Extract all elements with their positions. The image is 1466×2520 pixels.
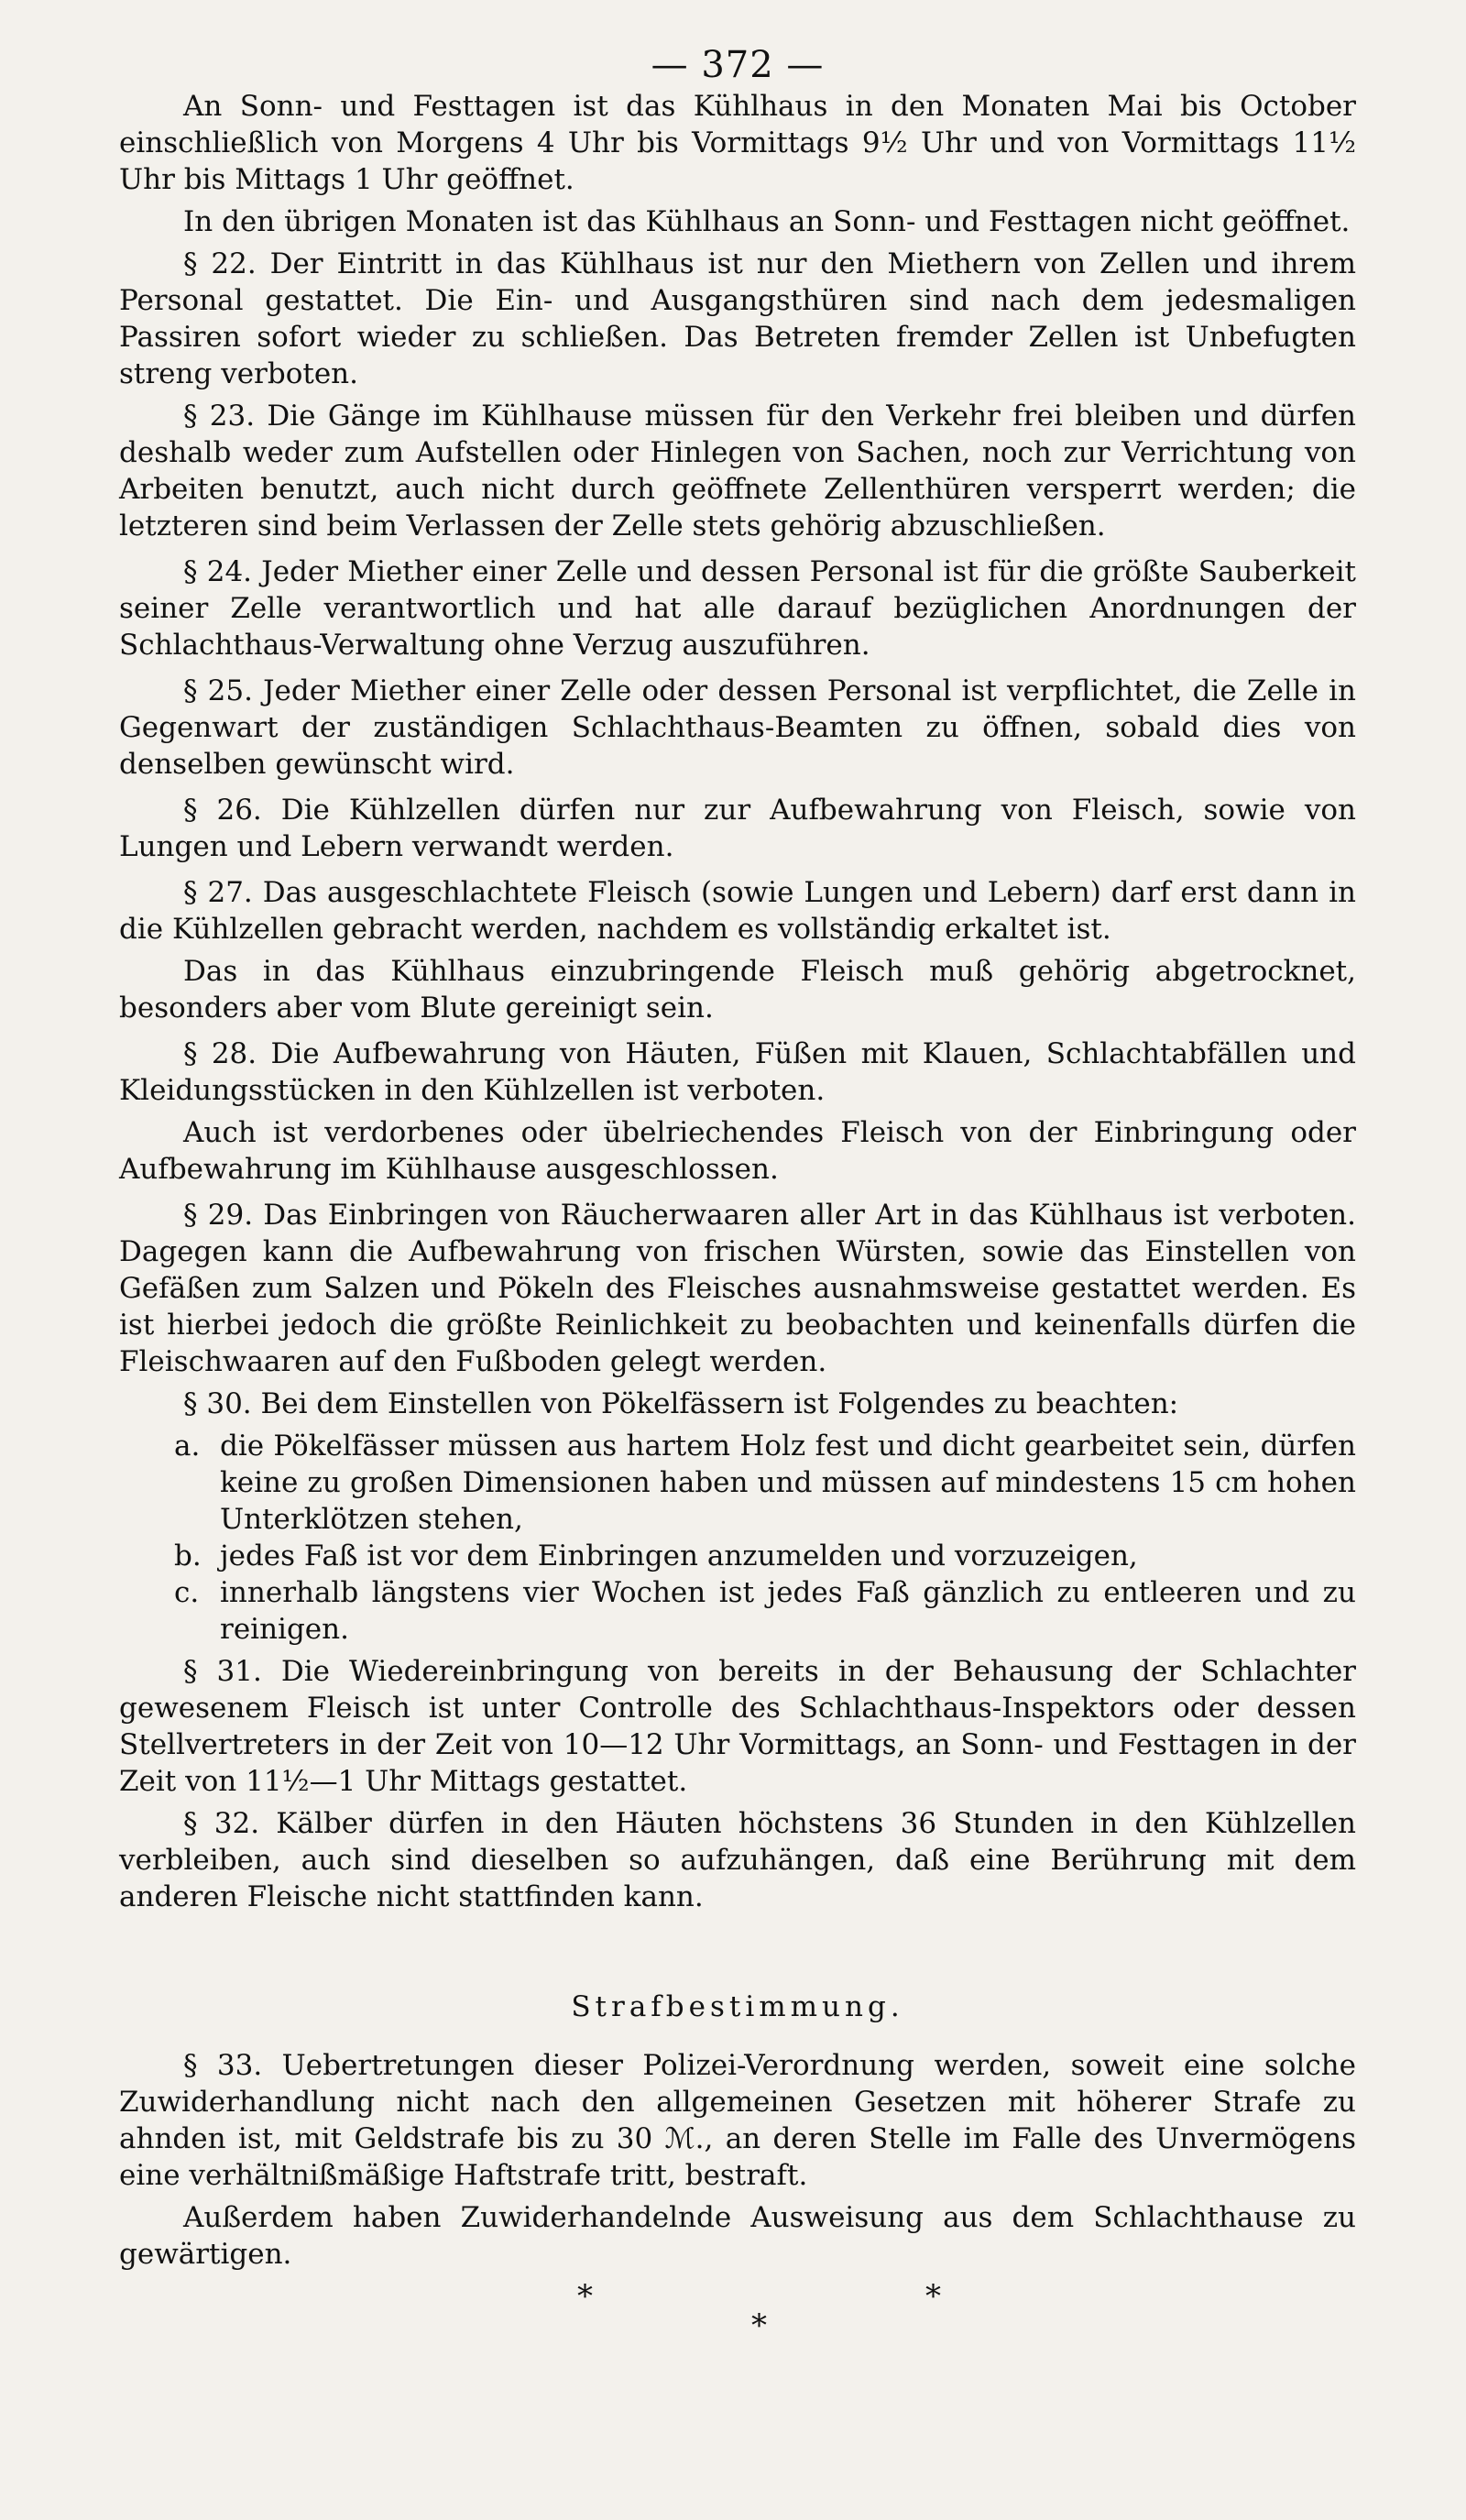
list-item bbox=[119, 1428, 1356, 1538]
section-heading: Strafbestimmung. bbox=[571, 1990, 904, 2023]
list-item bbox=[119, 1538, 1356, 1574]
section-33: § 33. Uebertretungen dieser Polizei-Verordnung werden, soweit eine solche Zuwiderhandlung nicht nach den allgemeinen Gesetzen mit höherer Strafe zu ahnden ist, mit Geldstrafe bis zu 30 ℳ., an deren Stelle im Falle des Unvermögens eine verhältnißmäßige Haftstrafe tritt, bestraft. bbox=[119, 2049, 1356, 2192]
section-28-continued: Auch ist verdorbenes oder übelriechendes Fleisch von der Einbringung oder Aufbewahrung im Kühlhause ausgeschlossen. bbox=[119, 1116, 1356, 1186]
paragraph-opening-hours: An Sonn- und Festtagen ist das Kühlhaus in den Monaten Mai bis October einschließlich von Morgens 4 Uhr bis Vormittags 9½ Uhr und von Vormittags 11½ Uhr bis Mittags 1 Uhr geöffnet. bbox=[119, 90, 1356, 196]
list-item-text: die Pökelfässer müssen aus hartem Holz fest und dicht gearbeitet sein, dürfen keine zu großen Dimensionen haben und müssen auf mindestens 15 cm hohen Unterklötzen stehen, bbox=[220, 1430, 1356, 1536]
section-30: § 30. Bei dem Einstellen von Pökelfässern ist Folgendes zu beachten: bbox=[183, 1387, 1179, 1420]
section-30-list bbox=[119, 1428, 1356, 1648]
section-22: § 22. Der Eintritt in das Kühlhaus ist nur den Miethern von Zellen und ihrem Personal gestattet. Die Ein- und Ausgangsthüren sind nach dem jedesmaligen Passiren sofort wieder zu schließen. Das Betreten fremder Zellen ist Unbefugten streng verboten. bbox=[119, 247, 1356, 390]
section-23: § 23. Die Gänge im Kühlhause müssen für den Verkehr frei bleiben und dürfen deshalb weder zum Aufstellen oder Hinlegen von Sachen, noch zur Verrichtung von Arbeiten benutzt, auch nicht durch geöffnete Zellenthüren versperrt werden; die letzteren sind beim Verlassen der Zelle stets gehörig abzuschließen. bbox=[119, 400, 1356, 542]
asterism bbox=[119, 2278, 1356, 2361]
section-29: § 29. Das Einbringen von Räucherwaaren aller Art in das Kühlhaus ist verboten. Dagegen kann die Aufbewahrung von frischen Würsten, sowie das Einstellen von Gefäßen zum Salzen und Pökeln des Fleisches ausnahmsweise gestattet werden. Es ist hierbei jedoch die größte Reinlichkeit zu beobachten und keinenfalls dürfen die Fleischwaaren auf den Fußboden gelegt werden. bbox=[119, 1199, 1356, 1378]
list-item bbox=[119, 1574, 1356, 1648]
section-32: § 32. Kälber dürfen in den Häuten höchstens 36 Stunden in den Kühlzellen verbleiben, auch sind dieselben so aufzuhängen, daß eine Berührung mit dem anderen Fleische nicht stattfinden kann. bbox=[119, 1807, 1356, 1913]
section-33-continued: Außerdem haben Zuwiderhandelnde Ausweisung aus dem Schlachthause zu gewärtigen. bbox=[119, 2201, 1356, 2271]
list-item-mark: b. bbox=[174, 1539, 202, 1572]
body-text bbox=[119, 88, 1356, 2361]
section-26: § 26. Die Kühlzellen dürfen nur zur Aufbewahrung von Fleisch, sowie von Lungen und Lebern verwandt werden. bbox=[119, 794, 1356, 863]
asterisk: * bbox=[577, 2278, 593, 2315]
section-27: § 27. Das ausgeschlachtete Fleisch (sowie Lungen und Lebern) darf erst dann in die Kühlzellen gebracht werden, nachdem es vollständig erkaltet ist. bbox=[119, 876, 1356, 946]
section-24: § 24. Jeder Miether einer Zelle und dessen Personal ist für die größte Sauberkeit seiner Zelle verantwortlich und hat alle darauf bezüglichen Anordnungen der Schlachthaus-Verwaltung ohne Verzug auszuführen. bbox=[119, 555, 1356, 662]
section-31: § 31. Die Wiedereinbringung von bereits in der Behausung der Schlachter gewesenem Fleisch ist unter Controlle des Schlachthaus-Inspektors oder dessen Stellvertreters in der Zeit von 10—12 Uhr Vormittags, an Sonn- und Festtagen in der Zeit von 11½—1 Uhr Mittags gestattet. bbox=[119, 1655, 1356, 1798]
page-number: — 372 — bbox=[651, 44, 825, 86]
section-28: § 28. Die Aufbewahrung von Häuten, Füßen mit Klauen, Schlachtabfällen und Kleidungsstücken in den Kühlzellen ist verboten. bbox=[119, 1037, 1356, 1107]
list-item-text: innerhalb längstens vier Wochen ist jedes Faß gänzlich zu entleeren und zu reinigen. bbox=[220, 1576, 1356, 1646]
list-item-mark: c. bbox=[174, 1576, 200, 1609]
asterisk: * bbox=[751, 2307, 767, 2344]
list-item-mark: a. bbox=[174, 1430, 201, 1463]
section-25: § 25. Jeder Miether einer Zelle oder dessen Personal ist verpflichtet, die Zelle in Gegenwart der zuständigen Schlachthaus-Beamten zu öffnen, sobald dies von denselben gewünscht wird. bbox=[119, 674, 1356, 781]
paragraph-closed-months: In den übrigen Monaten ist das Kühlhaus an Sonn- und Festtagen nicht geöffnet. bbox=[183, 205, 1351, 238]
list-item-text: jedes Faß ist vor dem Einbringen anzumelden und vorzuzeigen, bbox=[220, 1539, 1138, 1572]
asterisk: * bbox=[925, 2278, 941, 2315]
section-27-continued: Das in das Kühlhaus einzubringende Fleisch muß gehörig abgetrocknet, besonders aber vom Blute gereinigt sein. bbox=[119, 955, 1356, 1024]
